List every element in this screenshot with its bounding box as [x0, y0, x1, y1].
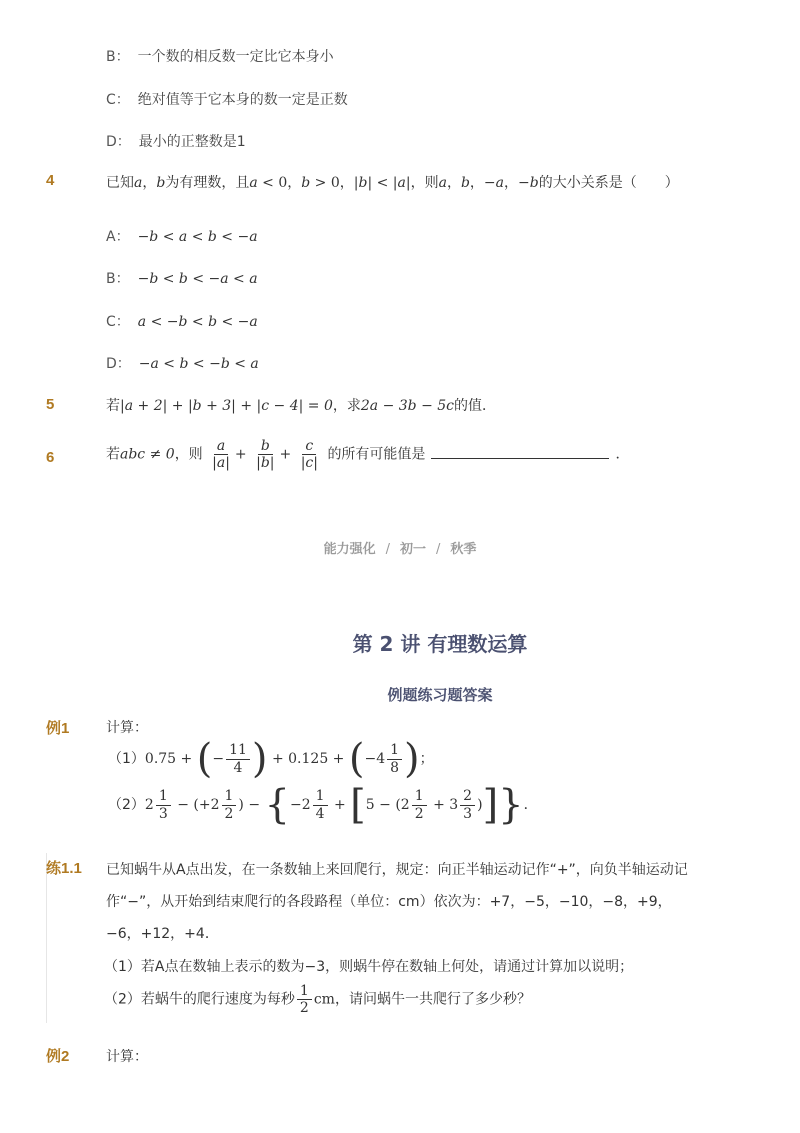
example-label: 例2	[46, 1048, 70, 1065]
ex1-part2: （2）2 $\frac{1}{3}$ − (+2 $\frac{1}{2}$ ) − {−2 $\frac{1}{4}$ + [5 − (2 $\frac{1}{2}$ + 3 $\frac{2}{3}$ )]}．	[108, 782, 538, 828]
option-d: D： −a < b < −b < a	[106, 356, 259, 372]
lecture-title: 第 2 讲 有理数运算	[352, 632, 528, 656]
section-title: 例题练习题答案	[387, 686, 493, 704]
question-number: 4	[46, 172, 55, 189]
option-b: B： −b < b < −a < a	[106, 271, 258, 287]
option-c: C： 绝对值等于它本身的数一定是正数	[106, 92, 348, 108]
practice-line: 已知蜗牛从A点出发，在一条数轴上来回爬行，规定：向正半轴运动记作“+”，向负半轴运动记	[106, 862, 688, 878]
practice-label: 练1.1	[46, 860, 82, 877]
option-a: A： −b < a < b < −a	[106, 229, 258, 245]
question-number: 5	[46, 396, 55, 413]
question-stem: 若abc ≠ 0，则 $\frac{a}{|a|}$ + $\frac{b}{|b|}$ + $\frac{c}{|c|}$ 的所有可能值是 ．	[106, 438, 630, 472]
example-label: 例1	[46, 720, 70, 737]
ex1-part1: （1）0.75 + (− $\frac{11}{4}$ ) + 0.125 + (−4 $\frac{1}{8}$ )；	[108, 736, 434, 782]
practice-line: 作“−”，从开始到结束爬行的各段路程（单位：cm）依次为：+7，−5，−10，−8，+9，	[106, 894, 672, 910]
example-intro: 计算：	[106, 720, 148, 736]
question-stem: 若|a + 2| + |b + 3| + |c − 4| = 0，求2a − 3b − 5c的值．	[106, 398, 497, 414]
practice-line: −6，+12，+4．	[106, 926, 219, 942]
practice-sub1: （1）若A点在数轴上表示的数为−3，则蜗牛停在数轴上何处，请通过计算加以说明；	[104, 959, 634, 975]
option-c: C： a < −b < b < −a	[106, 314, 258, 330]
question-number: 6	[46, 449, 55, 466]
option-d: D： 最小的正整数是1	[106, 134, 246, 150]
page-footer: 能力强化 / 初一 / 秋季	[323, 542, 477, 557]
practice-sub2: （2）若蜗牛的爬行速度为每秒 $\frac{1}{2}$ cm，请问蜗牛一共爬行了多少秒？	[104, 983, 531, 1017]
answer-blank	[431, 458, 609, 459]
option-b: B： 一个数的相反数一定比它本身小	[106, 49, 334, 65]
left-rule	[46, 853, 47, 1023]
question-stem: 已知a，b为有理数，且a < 0，b > 0，|b| < |a|，则a，b，−a，−b的大小关系是（ ）	[106, 175, 679, 191]
example-intro: 计算：	[106, 1049, 148, 1065]
